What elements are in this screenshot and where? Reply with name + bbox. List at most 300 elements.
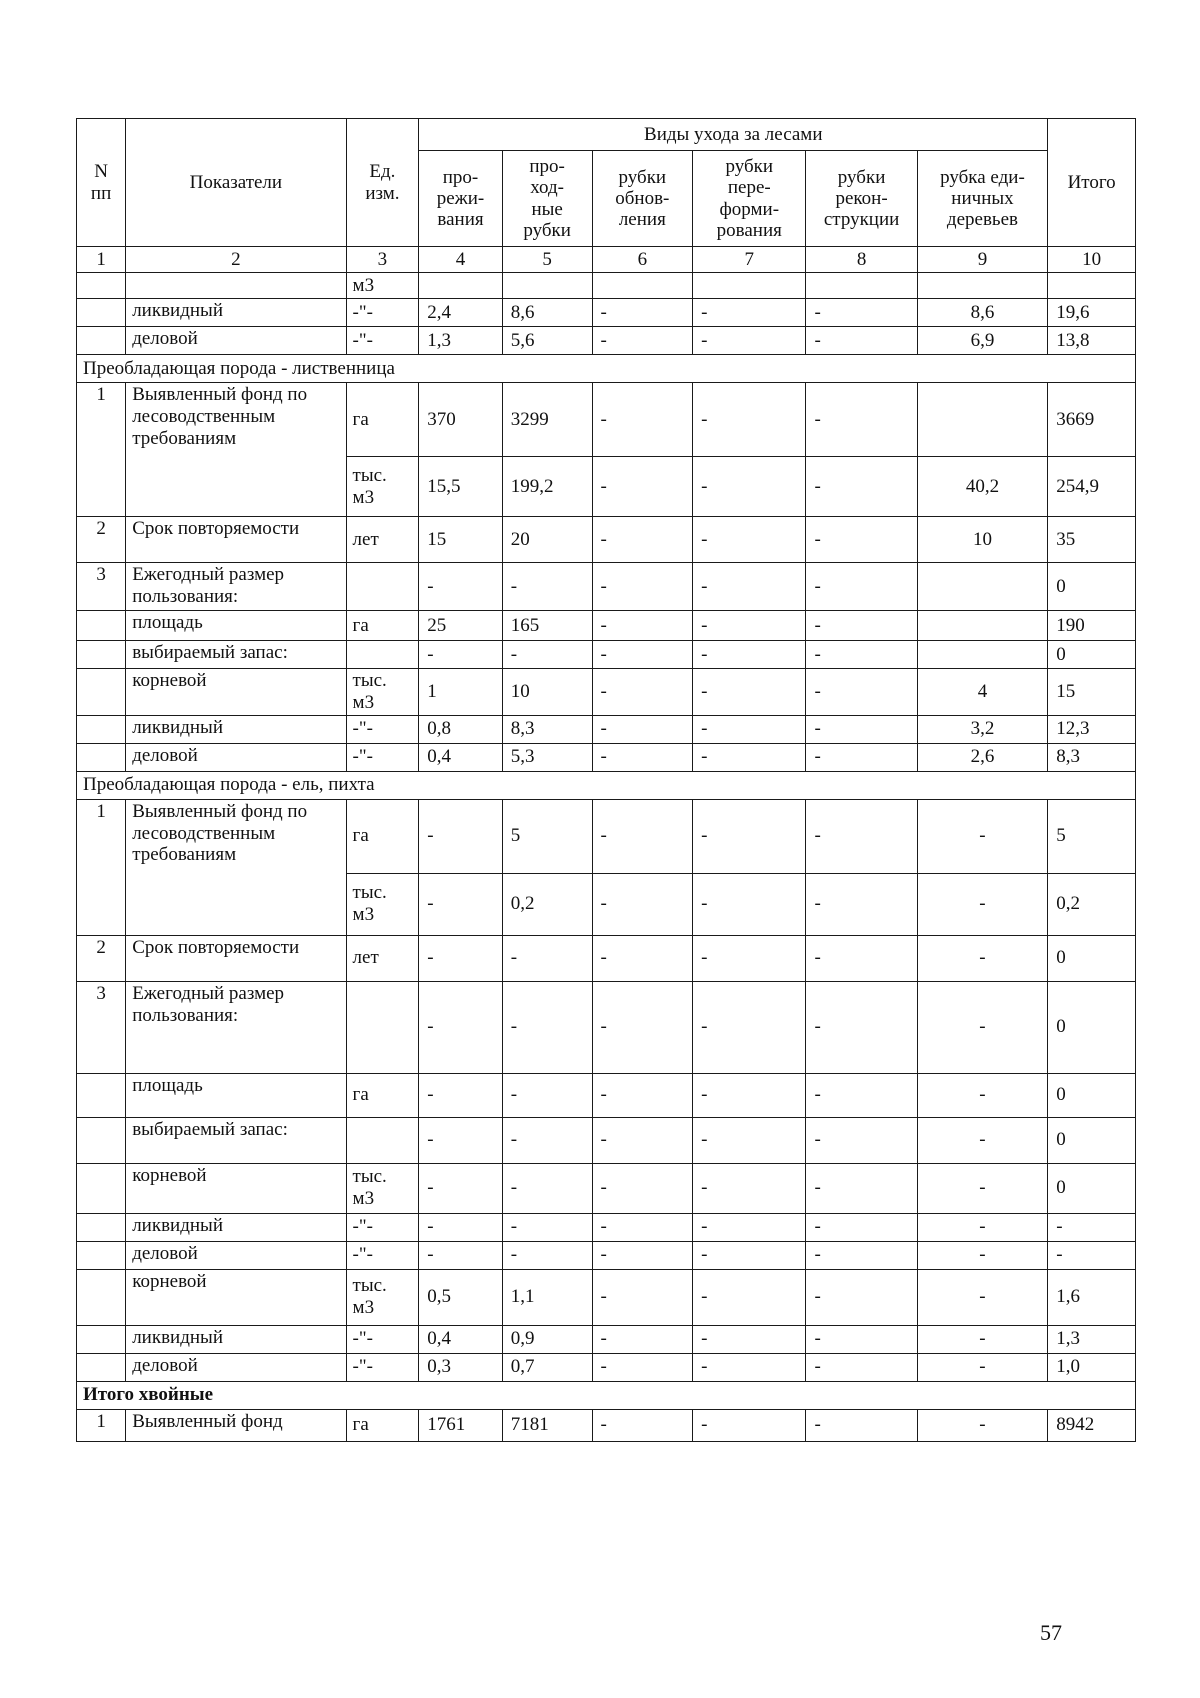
row-value: 0 [1048, 1117, 1136, 1163]
row-number [77, 1073, 126, 1117]
row-value: - [502, 1117, 592, 1163]
row-value: - [419, 1241, 502, 1269]
row-value: - [917, 1409, 1048, 1441]
row-label: корневой [126, 1163, 346, 1213]
table-row [77, 799, 1136, 873]
row-unit: -"- [346, 299, 419, 327]
row-value: - [917, 935, 1048, 981]
row-unit: га [346, 1073, 419, 1117]
row-value: 19,6 [1048, 299, 1136, 327]
row-value: - [419, 1117, 502, 1163]
row-value: - [693, 799, 806, 873]
row-unit: -"- [346, 327, 419, 355]
row-value: - [502, 1213, 592, 1241]
row-label: Срок повторяемости [126, 935, 346, 981]
column-number: 8 [806, 247, 917, 273]
row-value: - [806, 383, 917, 457]
row-value: - [917, 1325, 1048, 1353]
row-label: Срок повторяемости [126, 517, 346, 563]
row-value: - [917, 1269, 1048, 1325]
row-number [77, 1163, 126, 1213]
row-number [77, 327, 126, 355]
row-number [77, 1353, 126, 1381]
row-value: 6,9 [917, 327, 1048, 355]
row-value: 12,3 [1048, 715, 1136, 743]
row-value: - [502, 563, 592, 611]
row-value: - [693, 669, 806, 716]
column-number: 9 [917, 247, 1048, 273]
row-value: 5 [1048, 799, 1136, 873]
row-value: 0 [1048, 1073, 1136, 1117]
row-value: - [419, 1073, 502, 1117]
row-value: 2,4 [419, 299, 502, 327]
row-value: - [693, 327, 806, 355]
row-unit: -"- [346, 1213, 419, 1241]
row-value: - [592, 1325, 693, 1353]
row-value: - [917, 1213, 1048, 1241]
header-col-passage-cuts: про- ход- ные рубки [502, 151, 592, 247]
row-value: 15,5 [419, 457, 502, 517]
row-number [77, 715, 126, 743]
row-value: 20 [502, 517, 592, 563]
row-value: - [419, 799, 502, 873]
row-value: - [806, 1117, 917, 1163]
row-value [917, 563, 1048, 611]
row-value [917, 383, 1048, 457]
table-row [77, 1241, 1136, 1269]
row-unit: -"- [346, 1353, 419, 1381]
row-value: - [917, 799, 1048, 873]
row-value: - [419, 1213, 502, 1241]
table-row [77, 743, 1136, 771]
row-number [77, 1325, 126, 1353]
row-label: ликвидный [126, 299, 346, 327]
row-value [693, 273, 806, 299]
row-value: - [806, 1325, 917, 1353]
row-value: - [693, 743, 806, 771]
row-value: - [592, 457, 693, 517]
row-label: деловой [126, 743, 346, 771]
row-value [917, 641, 1048, 669]
section-row [77, 355, 1136, 383]
table-row [77, 1409, 1136, 1441]
row-value: - [693, 563, 806, 611]
row-value: - [693, 1409, 806, 1441]
row-value: - [419, 935, 502, 981]
row-unit [346, 641, 419, 669]
row-value: 0 [1048, 563, 1136, 611]
row-unit [346, 563, 419, 611]
row-value [1048, 273, 1136, 299]
row-value: - [693, 611, 806, 641]
row-value: 8942 [1048, 1409, 1136, 1441]
row-unit: м3 [346, 273, 419, 299]
row-label: Выявленный фонд по лесоводственным требованиям [126, 383, 346, 517]
row-value: - [806, 1353, 917, 1381]
row-value: - [917, 1117, 1048, 1163]
table-row [77, 1117, 1136, 1163]
row-number [77, 299, 126, 327]
header-unit: Ед. изм. [346, 119, 419, 247]
row-value [806, 273, 917, 299]
row-unit: тыс. м3 [346, 1269, 419, 1325]
row-value: 1,3 [419, 327, 502, 355]
row-unit: -"- [346, 743, 419, 771]
row-value: - [806, 563, 917, 611]
row-label: Выявленный фонд по лесоводственным требованиям [126, 799, 346, 935]
header-col-renewal-cuts: рубки обнов- ления [592, 151, 693, 247]
column-number: 3 [346, 247, 419, 273]
row-label: деловой [126, 1353, 346, 1381]
table-row [77, 1269, 1136, 1325]
row-unit [346, 1117, 419, 1163]
row-value: 15 [419, 517, 502, 563]
row-value: - [592, 611, 693, 641]
section-row [77, 771, 1136, 799]
row-value: 254,9 [1048, 457, 1136, 517]
row-value: 10 [917, 517, 1048, 563]
row-value: - [502, 1163, 592, 1213]
row-value: - [592, 981, 693, 1073]
table-row [77, 1353, 1136, 1381]
row-value: - [693, 457, 806, 517]
row-number [77, 743, 126, 771]
row-value: 1,1 [502, 1269, 592, 1325]
row-value: - [419, 563, 502, 611]
row-value: - [592, 1353, 693, 1381]
row-value: - [502, 641, 592, 669]
row-value: 8,3 [1048, 743, 1136, 771]
row-value: 40,2 [917, 457, 1048, 517]
row-unit: тыс. м3 [346, 1163, 419, 1213]
row-value: - [806, 935, 917, 981]
row-value: 0 [1048, 935, 1136, 981]
row-label: площадь [126, 611, 346, 641]
column-number: 2 [126, 247, 346, 273]
row-label: деловой [126, 1241, 346, 1269]
row-value: 8,6 [917, 299, 1048, 327]
row-value: 1,6 [1048, 1269, 1136, 1325]
row-number [77, 1117, 126, 1163]
table-row [77, 327, 1136, 355]
row-unit [346, 981, 419, 1073]
row-value: - [502, 1073, 592, 1117]
row-number [77, 273, 126, 299]
row-value: - [592, 1163, 693, 1213]
row-label: деловой [126, 327, 346, 355]
row-value: - [806, 873, 917, 935]
row-value: - [693, 715, 806, 743]
row-value: - [693, 641, 806, 669]
row-value: 190 [1048, 611, 1136, 641]
row-value: - [806, 1409, 917, 1441]
row-value: - [592, 1241, 693, 1269]
row-value: 2,6 [917, 743, 1048, 771]
header-indicators: Показатели [126, 119, 346, 247]
row-value: - [592, 669, 693, 716]
row-value: - [592, 1073, 693, 1117]
row-value: - [693, 1213, 806, 1241]
row-number: 3 [77, 563, 126, 611]
row-value: 0,3 [419, 1353, 502, 1381]
row-value: - [419, 873, 502, 935]
row-value: - [806, 743, 917, 771]
page-number: 57 [1040, 1620, 1062, 1645]
table-row [77, 1325, 1136, 1353]
row-value: - [693, 1269, 806, 1325]
row-unit: тыс. м3 [346, 873, 419, 935]
row-value: - [1048, 1213, 1136, 1241]
row-value: 3,2 [917, 715, 1048, 743]
row-value: 0 [1048, 641, 1136, 669]
column-number: 1 [77, 247, 126, 273]
row-number [77, 669, 126, 716]
row-value: - [693, 299, 806, 327]
row-value: 5 [502, 799, 592, 873]
header-col-thinning: про- режи- вания [419, 151, 502, 247]
row-value: - [592, 641, 693, 669]
row-value: 199,2 [502, 457, 592, 517]
header-care-types: Виды ухода за лесами [419, 119, 1048, 151]
row-unit: лет [346, 935, 419, 981]
row-value: 0,2 [1048, 873, 1136, 935]
row-value: - [592, 743, 693, 771]
table-row [77, 641, 1136, 669]
row-value: 3669 [1048, 383, 1136, 457]
row-value: - [917, 1241, 1048, 1269]
row-value: - [806, 1269, 917, 1325]
row-number: 2 [77, 517, 126, 563]
row-value: - [806, 517, 917, 563]
row-unit: тыс. м3 [346, 669, 419, 716]
row-unit: лет [346, 517, 419, 563]
row-value: 1 [419, 669, 502, 716]
table-row [77, 273, 1136, 299]
row-unit: тыс. м3 [346, 457, 419, 517]
row-value: - [502, 1241, 592, 1269]
table-row [77, 1073, 1136, 1117]
table-row [77, 299, 1136, 327]
row-unit: -"- [346, 1241, 419, 1269]
row-value: - [592, 299, 693, 327]
row-label: Ежегодный размер пользования: [126, 981, 346, 1073]
row-unit: га [346, 383, 419, 457]
row-value: 25 [419, 611, 502, 641]
row-value: - [419, 981, 502, 1073]
row-value: 15 [1048, 669, 1136, 716]
row-value: 0,8 [419, 715, 502, 743]
header-col-single-tree-cuts: рубка еди- ничных деревьев [917, 151, 1048, 247]
row-value [592, 273, 693, 299]
column-number: 4 [419, 247, 502, 273]
column-number: 6 [592, 247, 693, 273]
section-title: Преобладающая порода - лиственница [77, 355, 1136, 383]
row-value: - [502, 935, 592, 981]
row-value: - [693, 1163, 806, 1213]
row-number [77, 641, 126, 669]
row-value: 0 [1048, 1163, 1136, 1213]
table-row [77, 935, 1136, 981]
row-value: - [419, 1163, 502, 1213]
row-value: - [806, 1213, 917, 1241]
row-value [502, 273, 592, 299]
row-value: - [693, 383, 806, 457]
row-value: - [917, 981, 1048, 1073]
row-value: - [917, 1073, 1048, 1117]
row-unit: га [346, 799, 419, 873]
row-number: 2 [77, 935, 126, 981]
row-value: 10 [502, 669, 592, 716]
row-label: корневой [126, 1269, 346, 1325]
row-value: 3299 [502, 383, 592, 457]
row-value: - [592, 383, 693, 457]
row-value: - [592, 935, 693, 981]
row-label: Выявленный фонд [126, 1409, 346, 1441]
table-body [77, 119, 1136, 1442]
table-row [77, 1163, 1136, 1213]
table-row [77, 981, 1136, 1073]
row-label: площадь [126, 1073, 346, 1117]
row-label: ликвидный [126, 1325, 346, 1353]
row-value: - [917, 1353, 1048, 1381]
row-value: - [592, 517, 693, 563]
row-value: - [806, 715, 917, 743]
row-number [77, 611, 126, 641]
row-value: - [806, 981, 917, 1073]
row-value: 0,5 [419, 1269, 502, 1325]
row-value: - [806, 799, 917, 873]
row-value: - [592, 873, 693, 935]
row-value: 4 [917, 669, 1048, 716]
row-value: 0,7 [502, 1353, 592, 1381]
row-value: - [806, 299, 917, 327]
row-value: - [693, 1073, 806, 1117]
row-value: 35 [1048, 517, 1136, 563]
row-number: 3 [77, 981, 126, 1073]
row-value: 1,0 [1048, 1353, 1136, 1381]
row-value: - [592, 799, 693, 873]
row-number: 1 [77, 383, 126, 517]
row-number: 1 [77, 1409, 126, 1441]
row-value: - [806, 1241, 917, 1269]
row-value: 0,4 [419, 1325, 502, 1353]
header-n: N пп [77, 119, 126, 247]
row-value: 5,6 [502, 327, 592, 355]
row-value: - [917, 1163, 1048, 1213]
row-label: корневой [126, 669, 346, 716]
row-value: 0,2 [502, 873, 592, 935]
section-title: Итого хвойные [77, 1381, 1136, 1409]
row-value: - [592, 1213, 693, 1241]
row-value: - [419, 641, 502, 669]
column-number: 10 [1048, 247, 1136, 273]
row-number [77, 1269, 126, 1325]
row-value: - [806, 611, 917, 641]
table-row [77, 563, 1136, 611]
row-unit: -"- [346, 1325, 419, 1353]
column-number: 5 [502, 247, 592, 273]
row-number: 1 [77, 799, 126, 935]
row-label: Ежегодный размер пользования: [126, 563, 346, 611]
row-value: - [806, 457, 917, 517]
row-value: - [592, 563, 693, 611]
row-value: 1,3 [1048, 1325, 1136, 1353]
row-value: - [693, 935, 806, 981]
row-value: - [592, 1409, 693, 1441]
row-value: 165 [502, 611, 592, 641]
row-value: 0,4 [419, 743, 502, 771]
header-col-reform-cuts: рубки пере- форми- рования [693, 151, 806, 247]
header-total: Итого [1048, 119, 1136, 247]
row-value: - [693, 517, 806, 563]
row-label: выбираемый запас: [126, 641, 346, 669]
row-value: 370 [419, 383, 502, 457]
table-row [77, 383, 1136, 457]
row-value [917, 611, 1048, 641]
row-value: - [693, 1117, 806, 1163]
row-unit: га [346, 611, 419, 641]
column-number-row [77, 247, 1136, 273]
table-row [77, 611, 1136, 641]
header-col-reconstruction-cuts: рубки рекон- струкции [806, 151, 917, 247]
row-label: ликвидный [126, 1213, 346, 1241]
row-value: - [806, 1073, 917, 1117]
forest-care-table [76, 118, 1136, 1442]
row-value: - [917, 873, 1048, 935]
row-value: 8,6 [502, 299, 592, 327]
section-title: Преобладающая порода - ель, пихта [77, 771, 1136, 799]
row-label: ликвидный [126, 715, 346, 743]
row-number [77, 1241, 126, 1269]
row-value: - [806, 327, 917, 355]
row-label: выбираемый запас: [126, 1117, 346, 1163]
row-value [917, 273, 1048, 299]
row-value: 0 [1048, 981, 1136, 1073]
row-label [126, 273, 346, 299]
row-number [77, 1213, 126, 1241]
row-value: - [1048, 1241, 1136, 1269]
row-value: - [592, 327, 693, 355]
row-unit: -"- [346, 715, 419, 743]
row-value: - [806, 1163, 917, 1213]
row-value [419, 273, 502, 299]
row-value: 1761 [419, 1409, 502, 1441]
row-value: - [693, 1353, 806, 1381]
table-row [77, 517, 1136, 563]
section-row [77, 1381, 1136, 1409]
table-row [77, 715, 1136, 743]
row-value: - [592, 1269, 693, 1325]
row-value: - [502, 981, 592, 1073]
row-value: 8,3 [502, 715, 592, 743]
row-value: - [592, 1117, 693, 1163]
row-value: 7181 [502, 1409, 592, 1441]
column-number: 7 [693, 247, 806, 273]
row-value: - [806, 669, 917, 716]
row-value: 13,8 [1048, 327, 1136, 355]
row-value: - [693, 1325, 806, 1353]
row-value: - [693, 981, 806, 1073]
row-value: - [806, 641, 917, 669]
row-unit: га [346, 1409, 419, 1441]
table-row [77, 669, 1136, 716]
row-value: 0,9 [502, 1325, 592, 1353]
row-value: - [693, 1241, 806, 1269]
row-value: - [693, 873, 806, 935]
row-value: - [592, 715, 693, 743]
row-value: 5,3 [502, 743, 592, 771]
table-row [77, 1213, 1136, 1241]
